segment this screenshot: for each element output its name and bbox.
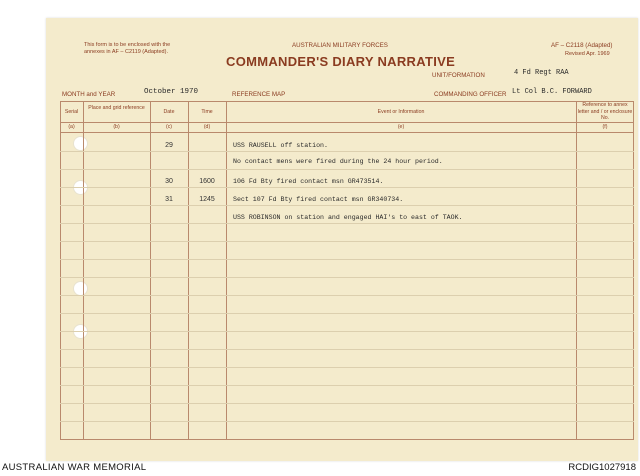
entry-text: 106 Fd Bty fired contact msn GR473514. [233,178,384,185]
ruled-line [60,259,634,260]
column-heading: Time [201,109,213,115]
form-revised: Revised Apr. 1969 [565,51,610,57]
ruled-line [60,205,634,206]
ruled-line [60,241,634,242]
entry-date: 29 [165,142,173,149]
table-letter-rule [60,132,634,133]
unit-label: UNIT/FORMATION [432,72,485,79]
ruled-line [60,187,634,188]
entry-date: 30 [165,178,173,185]
ruled-line [60,349,634,350]
entry-date: 31 [165,196,173,203]
ruled-line [60,151,634,152]
ruled-line [60,331,634,332]
form-note-line: annexes in AF – C2119 (Adapted). [84,49,168,55]
column-letter: (a) [68,124,75,130]
table-top-rule [60,101,634,102]
ruled-line [60,403,634,404]
reference-map-label: REFERENCE MAP [232,91,286,98]
ruled-line [60,421,634,422]
column-letter: (b) [113,124,120,130]
column-letter: (c) [165,124,173,130]
month-value: October 1970 [144,88,199,96]
unit-value: 4 Fd Regt RAA [514,69,569,77]
entry-time: 1245 [199,196,215,203]
ruled-line [60,313,634,314]
column-letter: (e) [397,124,405,130]
ruled-line [60,385,634,386]
ruled-line [60,295,634,296]
entry-time: 1600 [199,178,215,185]
form-note [84,42,170,56]
form-note-line: This form is to be enclosed with the [84,42,171,48]
column-heading: Event or Information [377,109,425,115]
entry-text: USS ROBINSON on station and engaged HAI's to east of TAOK. [233,214,463,221]
table-header-rule [60,122,634,123]
ruled-line [60,169,634,170]
entry-text: USS RAUSELL off station. [233,142,328,149]
ruled-line [60,277,634,278]
column-heading: Place and grid reference [88,105,145,111]
column-heading: Serial [64,109,79,115]
table-bottom-rule [60,439,634,440]
entry-text: No contact mens were fired during the 24 hour period. [233,158,443,165]
column-heading: Date [163,109,175,115]
punch-hole [73,136,88,151]
entry-text: Sect 107 Fd Bty fired contact msn GR340734. [233,196,404,203]
org-name: AUSTRALIAN MILITARY FORCES [292,42,388,49]
commanding-officer-label: COMMANDING OFFICER [434,91,507,98]
page-title: COMMANDER'S DIARY NARRATIVE [226,54,456,69]
column-letter: (f) [602,124,608,130]
column-heading: Reference to annex letter and / or enclosure No. [577,102,633,121]
archive-id: RCDIG1027918 [568,462,636,473]
diary-page [46,18,638,461]
form-number: AF – C2118 (Adapted) [551,42,613,49]
ruled-line [60,367,634,368]
punch-hole [73,281,88,296]
month-label: MONTH and YEAR [62,91,116,98]
ruled-line [60,223,634,224]
archive-credit: AUSTRALIAN WAR MEMORIAL [2,462,147,473]
column-letter: (d) [203,124,211,130]
commanding-officer-value: Lt Col B.C. FORWARD [512,88,592,96]
